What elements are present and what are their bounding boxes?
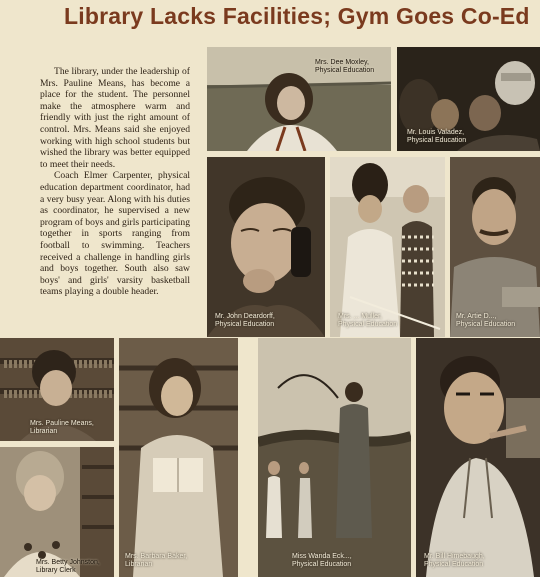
story-paragraph-1: The library, under the leadership of Mrs. Pauline Means, has become a place for the student. The personnel make the atmosphere warm and friendly with just the right amount of control. Mrs. Means said she enjoyed working with high school students but wished the library was better equipped to meet their needs. — [40, 66, 190, 170]
caption-wanda: Miss Wanda Eck..., Physical Education — [292, 553, 352, 569]
photo-barbara-baker — [119, 338, 238, 577]
photo-wanda-archery — [258, 338, 411, 577]
photo-dee-moxley — [207, 47, 391, 151]
story-text — [40, 66, 190, 298]
page-headline: Library Lacks Facilities; Gym Goes Co-Ed — [64, 3, 530, 29]
caption-himebaugh: Mr. Bill Himebaugh, Physical Education — [424, 553, 485, 569]
caption-valadez: Mr. Louis Valadez, Physical Education — [407, 129, 467, 145]
caption-deardorff: Mr. John Deardorff, Physical Education — [215, 313, 275, 329]
photo-pauline-means — [0, 338, 114, 441]
photo-betty-johnston — [0, 447, 114, 577]
photo-bill-himebaugh — [416, 338, 540, 577]
caption-artie: Mr. Artie D..., Physical Education — [456, 313, 516, 329]
caption-baker: Mrs. Barbara Baker, Librarian — [125, 553, 188, 569]
caption-middle: Mrs. ... Muller, Physical Education — [338, 313, 398, 329]
story-paragraph-2: Coach Elmer Carpenter, physical education department coordinator, had a very busy year. Along with his duties as coordinator, he supervised a new program of boys and girls participating together in sports ranging from football to swimming. Teachers received a challenge in handling girls and boys together. South also saw boys' and girls' varsity basketball teams playing a double header. — [40, 170, 191, 298]
photo-john-deardorff — [207, 157, 325, 337]
caption-moxley: Mrs. Dee Moxley, Physical Education — [315, 59, 375, 75]
caption-means: Mrs. Pauline Means, Librarian — [30, 420, 94, 436]
photo-pe-teacher-middle — [330, 157, 445, 337]
photo-artie — [450, 157, 540, 337]
caption-johnston: Mrs. Betty Johnston, Library Clerk — [36, 559, 100, 575]
photo-louis-valadez — [397, 47, 540, 151]
